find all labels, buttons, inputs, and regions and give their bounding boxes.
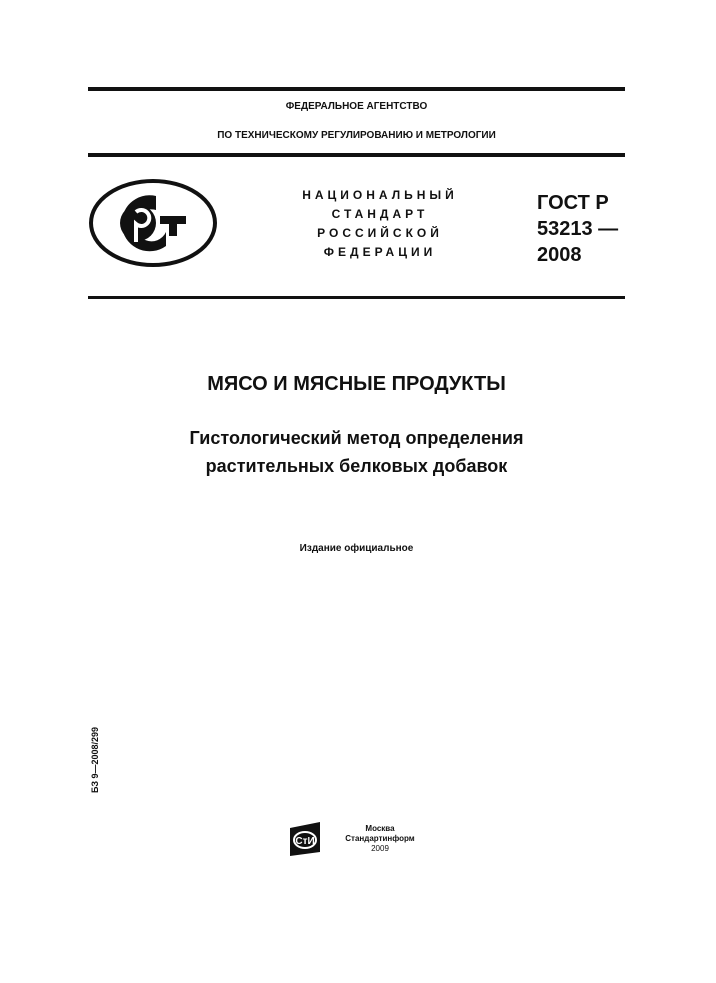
gost-code-line: 53213 — [537, 218, 619, 240]
header-rule [88, 153, 625, 157]
type-line: РОССИЙСКОЙ [317, 226, 443, 240]
logo-rule [88, 296, 625, 299]
gost-code-line: 2008 [537, 244, 582, 266]
svg-text:СтИ: СтИ [295, 836, 315, 847]
type-line: СТАНДАРТ [331, 207, 429, 221]
document-subtitle-2: растительных белковых добавок [205, 456, 508, 476]
type-line: НАЦИОНАЛЬНЫЙ [302, 188, 458, 202]
side-note: БЗ 9—2008/299 [90, 726, 100, 794]
standartinform-logo-icon [290, 822, 326, 856]
publisher-name: Стандартинформ [345, 834, 415, 843]
rst-logo-icon [86, 176, 220, 270]
publisher [330, 824, 430, 854]
publisher-city: Москва [365, 824, 395, 833]
document-subtitle-1: Гистологический метод определения [189, 428, 524, 448]
type-line: ФЕДЕРАЦИИ [323, 245, 437, 259]
standard-type [270, 186, 490, 262]
publisher-year: 2009 [371, 844, 389, 853]
top-rule [88, 87, 625, 91]
gost-code [537, 190, 618, 268]
agency-line-2: ПО ТЕХНИЧЕСКОМУ РЕГУЛИРОВАНИЮ И МЕТРОЛОГИИ [217, 130, 496, 141]
document-title: МЯСО И МЯСНЫЕ ПРОДУКТЫ [207, 373, 506, 395]
gost-code-line: ГОСТ Р [537, 192, 609, 214]
agency-line-1: ФЕДЕРАЛЬНОЕ АГЕНТСТВО [285, 101, 428, 112]
edition-label: Издание официальное [299, 543, 414, 554]
